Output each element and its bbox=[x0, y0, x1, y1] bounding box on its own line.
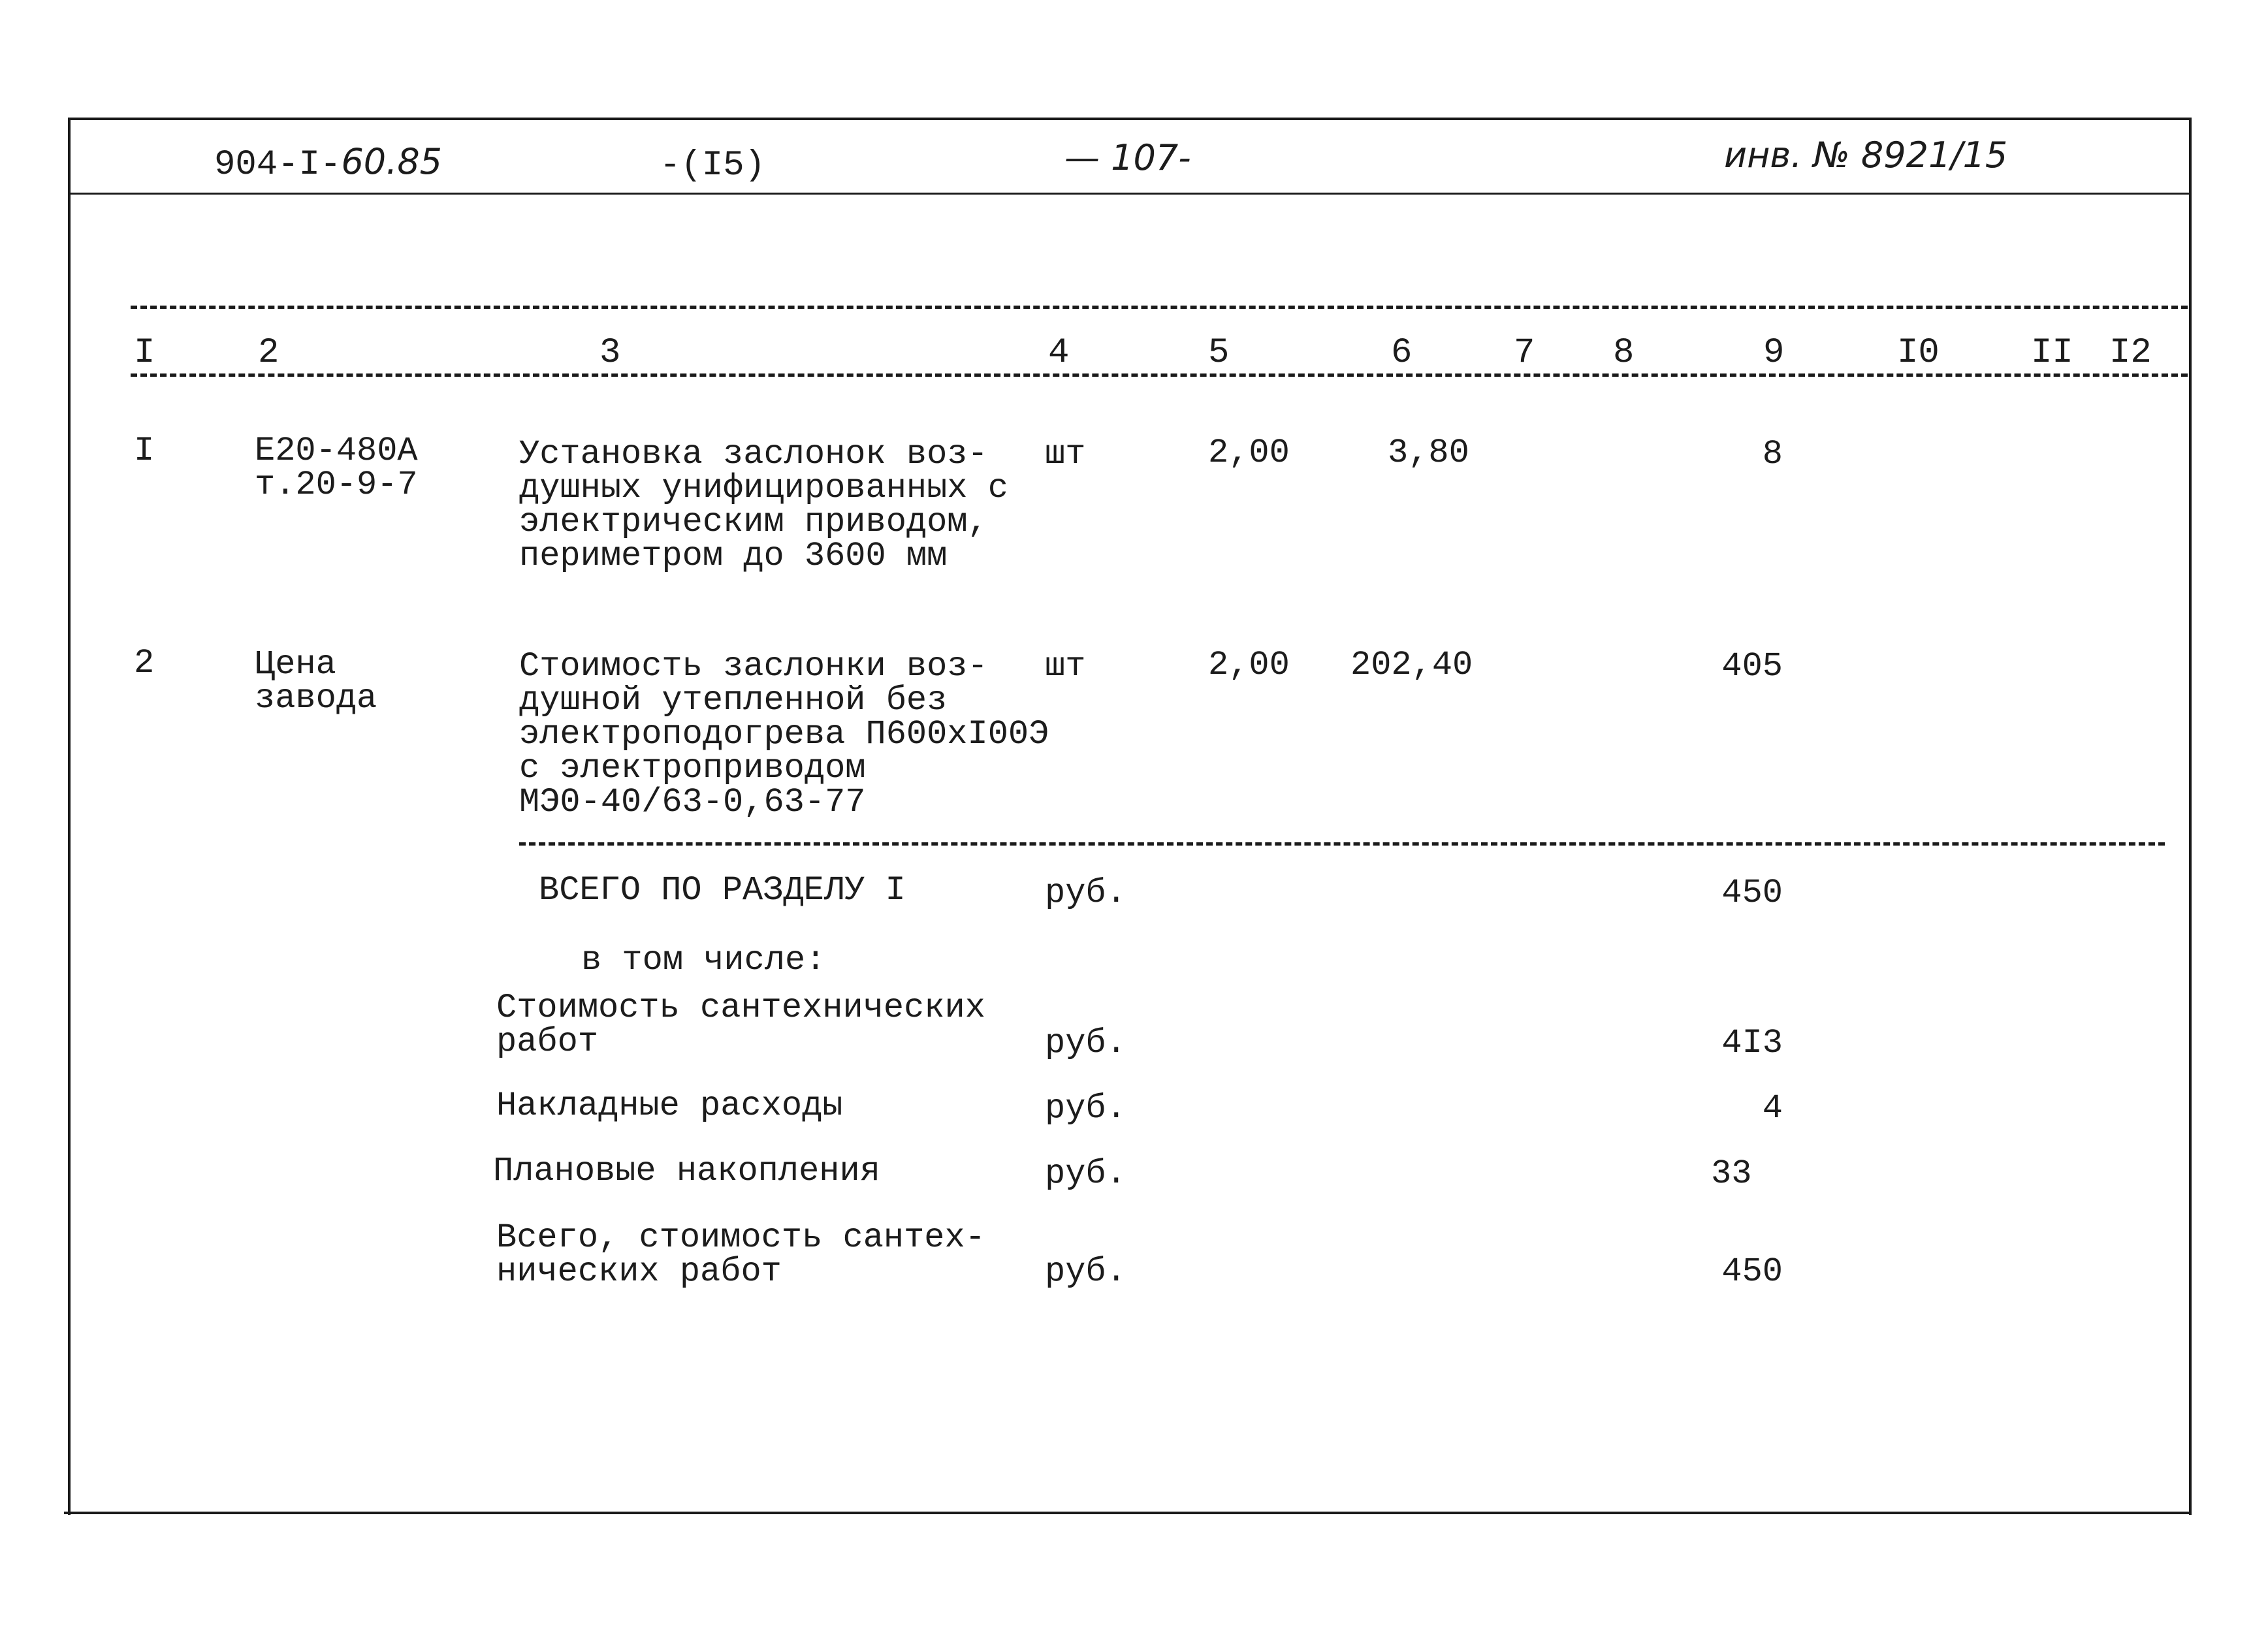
row-code: Цена завода bbox=[255, 645, 377, 718]
column-number-5: 5 bbox=[1208, 333, 1230, 373]
column-number-11: II bbox=[2031, 333, 2073, 373]
frame-top-border bbox=[69, 118, 2191, 120]
summary-item-unit: руб. bbox=[1045, 1154, 1126, 1193]
column-number-4: 4 bbox=[1048, 333, 1070, 373]
row-description: Стоимость заслонки воз- душной утепленной без электроподогрева П600хI00Э с электроприводом МЭ0-40/63-0,63-77 bbox=[519, 647, 1049, 821]
frame-right-border bbox=[2189, 118, 2192, 1515]
column-number-3: 3 bbox=[599, 333, 621, 373]
summary-item-value: 33 bbox=[1711, 1154, 1752, 1193]
header-divider bbox=[69, 193, 2191, 195]
summary-item-label: Всего, стоимость сантех- нических работ bbox=[496, 1218, 985, 1291]
summary-item-value: 4I3 bbox=[1721, 1024, 1783, 1062]
page-number: — 107- bbox=[1064, 137, 1191, 178]
document-code-handwritten: 60.85 bbox=[341, 141, 443, 182]
column-header-bottom-rule bbox=[131, 373, 2188, 377]
column-number-6: 6 bbox=[1391, 333, 1413, 373]
column-number-9: 9 bbox=[1763, 333, 1785, 373]
column-number-8: 8 bbox=[1613, 333, 1635, 373]
row-number: 2 bbox=[134, 644, 155, 682]
section-total-value: 450 bbox=[1721, 874, 1783, 912]
section-number: -(I5) bbox=[660, 146, 766, 185]
column-header-top-rule bbox=[131, 306, 2188, 309]
summary-item-label: Стоимость сантехнических работ bbox=[496, 989, 985, 1061]
column-number-7: 7 bbox=[1514, 333, 1535, 373]
summary-item-unit: руб. bbox=[1045, 1024, 1126, 1062]
summary-item-value: 450 bbox=[1721, 1252, 1783, 1291]
row-number: I bbox=[134, 432, 155, 470]
summary-item-label: Накладные расходы bbox=[496, 1087, 843, 1125]
row-total: 8 bbox=[1762, 435, 1783, 473]
row-quantity: 2,00 bbox=[1208, 646, 1290, 684]
row-unit: шт bbox=[1045, 647, 1086, 686]
row-code: E20-480A т.20-9-7 bbox=[255, 432, 418, 504]
summary-item-label: Плановые накопления bbox=[493, 1152, 880, 1190]
frame-left-border bbox=[68, 118, 71, 1515]
frame-bottom-border bbox=[64, 1512, 2192, 1514]
section-total-label: ВСЕГО ПО РАЗДЕЛУ I bbox=[539, 871, 906, 910]
row-quantity: 2,00 bbox=[1208, 434, 1290, 472]
row-unit-price: 202,40 bbox=[1350, 646, 1473, 684]
summary-item-value: 4 bbox=[1762, 1089, 1783, 1128]
summary-item-unit: руб. bbox=[1045, 1089, 1126, 1128]
column-number-1: I bbox=[134, 333, 155, 373]
column-number-2: 2 bbox=[258, 333, 280, 373]
including-label: в том числе: bbox=[581, 941, 826, 979]
summary-separator bbox=[519, 842, 2165, 846]
row-description: Установка заслонок воз- душных унифицированных с электрическим приводом, периметром до 3600 мм bbox=[519, 435, 1008, 575]
row-total: 405 bbox=[1721, 647, 1783, 686]
summary-item-unit: руб. bbox=[1045, 1252, 1126, 1291]
column-number-10: I0 bbox=[1897, 333, 1940, 373]
column-number-12: I2 bbox=[2109, 333, 2152, 373]
section-total-unit: руб. bbox=[1045, 874, 1126, 912]
row-unit: шт bbox=[1045, 435, 1086, 473]
inventory-number: инв. № 8921/15 bbox=[1724, 135, 2008, 176]
row-unit-price: 3,80 bbox=[1388, 434, 1469, 472]
document-code: 904-I-60.85 bbox=[214, 141, 443, 185]
